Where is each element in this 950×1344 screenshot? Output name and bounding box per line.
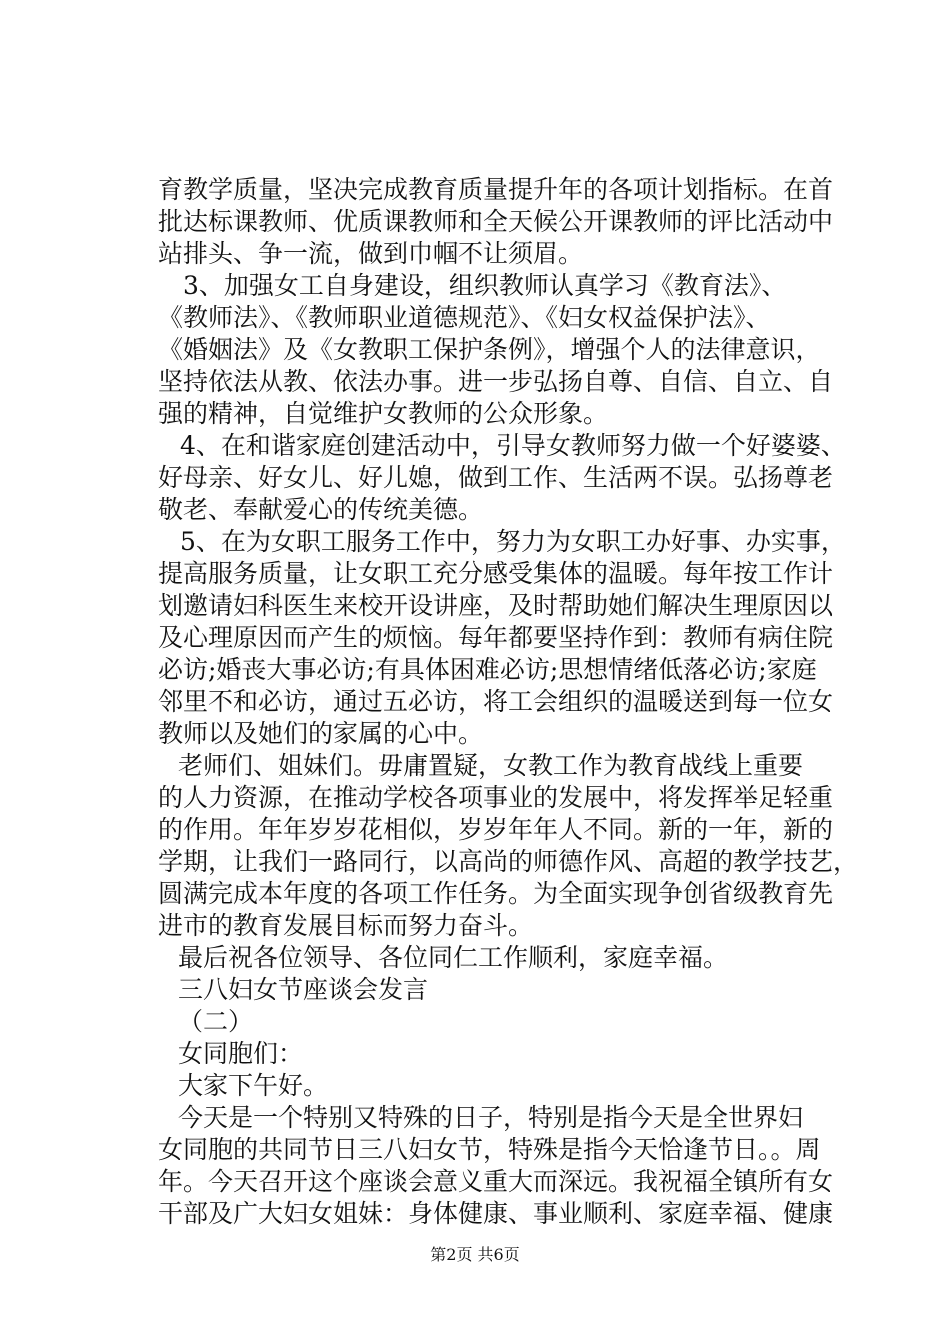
text-line: 三八妇女节座谈会发言 <box>178 975 429 1004</box>
text-line: 年。今天召开这个座谈会意义重大而深远。我祝福全镇所有女 <box>158 1167 834 1196</box>
document-body <box>158 174 859 1230</box>
text-line: 《婚姻法》及《女教职工保护条例》，增强个人的法律意识， <box>158 335 821 364</box>
text-line: 必访;婚丧大事必访;有具体困难必访;思想情绪低落必访;家庭 <box>158 655 817 684</box>
text-line: 4、在和谐家庭创建活动中，引导女教师努力做一个好婆婆、 <box>180 431 846 460</box>
text-line: 提高服务质量，让女职工充分感受集体的温暖。每年按工作计 <box>158 559 834 588</box>
text-line: 女同胞们： <box>178 1039 304 1068</box>
text-line: 批达标课教师、优质课教师和全天候公开课教师的评比活动中 <box>158 207 834 236</box>
text-line: 及心理原因而产生的烦恼。每年都要坚持作到：教师有病住院 <box>158 623 834 652</box>
text-line: 育教学质量，坚决完成教育质量提升年的各项计划指标。在首 <box>158 175 834 204</box>
page-footer: 第2页 共6页 <box>430 1245 520 1264</box>
text-line: 今天是一个特别又特殊的日子，特别是指今天是全世界妇 <box>178 1103 804 1132</box>
text-line: 老师们、姐妹们。毋庸置疑，女教工作为教育战线上重要 <box>178 751 804 780</box>
text-line: 好母亲、好女儿、好儿媳，做到工作、生活两不误。弘扬尊老 <box>158 463 834 492</box>
text-line: 划邀请妇科医生来校开设讲座，及时帮助她们解决生理原因以 <box>158 591 834 620</box>
text-line: 大家下午好。 <box>178 1071 329 1100</box>
text-line: （二） <box>178 1007 254 1036</box>
text-line: 进市的教育发展目标而努力奋斗。 <box>158 911 534 940</box>
text-line: 干部及广大妇女姐妹：身体健康、事业顺利、家庭幸福、健康 <box>158 1199 834 1228</box>
text-line: 的作用。年年岁岁花相似，岁岁年年人不同。新的一年，新的 <box>158 815 834 844</box>
text-line: 学期，让我们一路同行，以高尚的师德作风、高超的教学技艺， <box>158 847 859 876</box>
text-line: 最后祝各位领导、各位同仁工作顺利，家庭幸福。 <box>178 943 729 972</box>
text-line: 邻里不和必访，通过五必访，将工会组织的温暖送到每一位女 <box>158 687 834 716</box>
text-line: 敬老、奉献爱心的传统美德。 <box>158 495 484 524</box>
text-line: 坚持依法从教、依法办事。进一步弘扬自尊、自信、自立、自 <box>158 367 834 396</box>
text-line: 女同胞的共同节日三八妇女节，特殊是指今天恰逢节日。。周 <box>158 1135 821 1164</box>
text-line: 强的精神，自觉维护女教师的公众形象。 <box>158 399 609 428</box>
text-line: 的人力资源，在推动学校各项事业的发展中，将发挥举足轻重 <box>158 783 834 812</box>
text-line: 站排头、争一流，做到巾帼不让须眉。 <box>158 239 584 268</box>
text-line: 3、加强女工自身建设，组织教师认真学习《教育法》、 <box>183 271 787 300</box>
text-line: 5、在为女职工服务工作中，努力为女职工办好事、办实事， <box>180 527 846 556</box>
text-line: 圆满完成本年度的各项工作任务。为全面实现争创省级教育先 <box>158 879 834 908</box>
text-line: 《教师法》、《教师职业道德规范》、《妇女权益保护法》、 <box>158 303 771 332</box>
text-line: 教师以及她们的家属的心中。 <box>158 719 484 748</box>
